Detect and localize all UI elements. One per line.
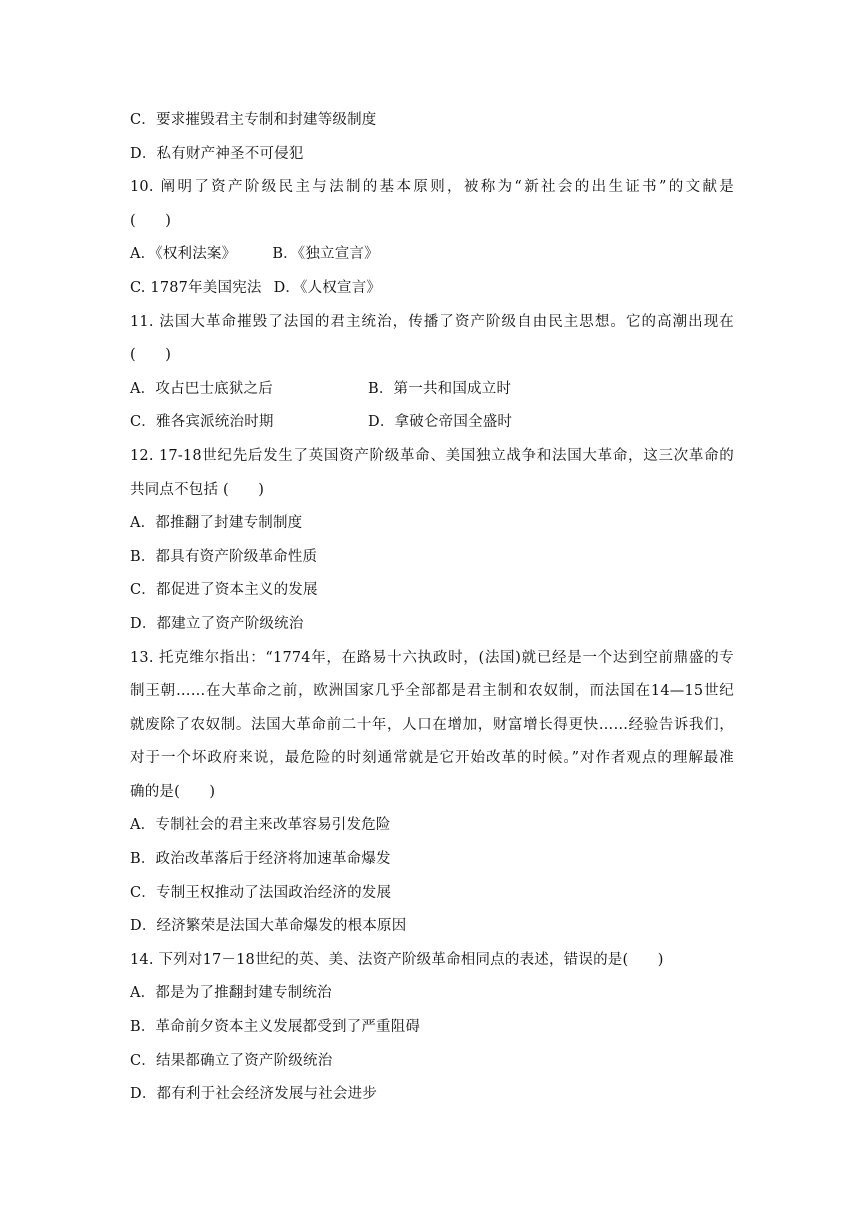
q11-options-row-2: [130, 406, 734, 440]
q12-stem-line-2: 共同点不包括 ( ): [130, 481, 265, 498]
q14-option-a: A．都是为了推翻封建专制统治: [130, 985, 332, 1002]
q10-options-row-1: [130, 238, 734, 272]
q9-option-d: D．私有财产神圣不可侵犯: [130, 145, 304, 162]
q11-option-a: A．攻占巴士底狱之后: [130, 380, 273, 397]
q13-stem-line-5: 确的是( ): [130, 783, 216, 800]
q11-option-d: D．拿破仑帝国全盛时: [368, 414, 513, 431]
q10-option-b: B．《独立宣言》: [272, 246, 379, 263]
q13-stem-line-3: 就废除了农奴制。法国大革命前二十年，人口在增加，财富增长得更快……经验告诉我们，: [130, 716, 734, 733]
q11-options-row-1: [130, 373, 734, 407]
q9-option-c: C．要求摧毁君主专制和封建等级制度: [130, 112, 377, 128]
q10-option-c: C. 1787年美国宪法: [130, 279, 262, 296]
q14-stem-line-1: 14. 下列对17－18世纪的英、美、法资产阶级革命相同点的表述，错误的是( ): [130, 951, 664, 968]
q14-option-d: D．都有利于社会经济发展与社会进步: [130, 1086, 378, 1103]
q11-stem-line-2: ( ): [130, 347, 172, 364]
q12-stem-line-1: 12. 17-18世纪先后发生了英国资产阶级革命、美国独立战争和法国大革命，这三次革命的: [130, 447, 734, 464]
q14-option-c: C．结果都确立了资产阶级统治: [130, 1052, 333, 1069]
q10-option-a: A．《权利法案》: [130, 246, 237, 263]
q13-stem-line-4: 对于一个坏政府来说，最危险的时刻通常就是它开始改革的时候。”对作者观点的理解最准: [130, 750, 734, 767]
q14-option-b: B．革命前夕资本主义发展都受到了严重阻碍: [130, 1019, 421, 1036]
q11-option-c: C．雅各宾派统治时期: [130, 414, 274, 431]
q10-stem-line-1: 10. 阐明了资产阶级民主与法制的基本原则，被称为“新社会的出生证书”的文献是: [130, 179, 734, 196]
q12-option-c: C．都促进了资本主义的发展: [130, 582, 318, 599]
q10-stem-line-2: ( ): [130, 212, 172, 229]
q13-option-c: C．专制王权推动了法国政治经济的发展: [130, 884, 392, 901]
q10-options-row-2: [130, 272, 734, 306]
q12-option-b: B．都具有资产阶级革命性质: [130, 548, 318, 565]
q11-stem-line-1: 11. 法国大革命摧毁了法国的君主统治，传播了资产阶级自由民主思想。它的高潮出现在: [130, 313, 734, 330]
q12-option-a: A．都推翻了封建专制制度: [130, 515, 303, 532]
q13-stem-line-2: 制王朝……在大革命之前，欧洲国家几乎全部都是君主制和农奴制，而法国在14—15世纪: [130, 683, 734, 700]
q13-option-b: B．政治改革落后于经济将加速革命爆发: [130, 851, 391, 868]
exam-content: [130, 104, 734, 1112]
q11-option-b: B．第一共和国成立时: [368, 380, 512, 397]
q13-stem-line-1: 13. 托克维尔指出：“1774年，在路易十六执政时，(法国)就已经是一个达到空前鼎盛的专: [130, 649, 734, 666]
q10-option-d: D．《人权宣言》: [273, 279, 382, 296]
q13-option-d: D．经济繁荣是法国大革命爆发的根本原因: [130, 918, 407, 935]
q12-option-d: D．都建立了资产阶级统治: [130, 615, 304, 632]
q13-option-a: A．专制社会的君主来改革容易引发危险: [130, 817, 391, 834]
